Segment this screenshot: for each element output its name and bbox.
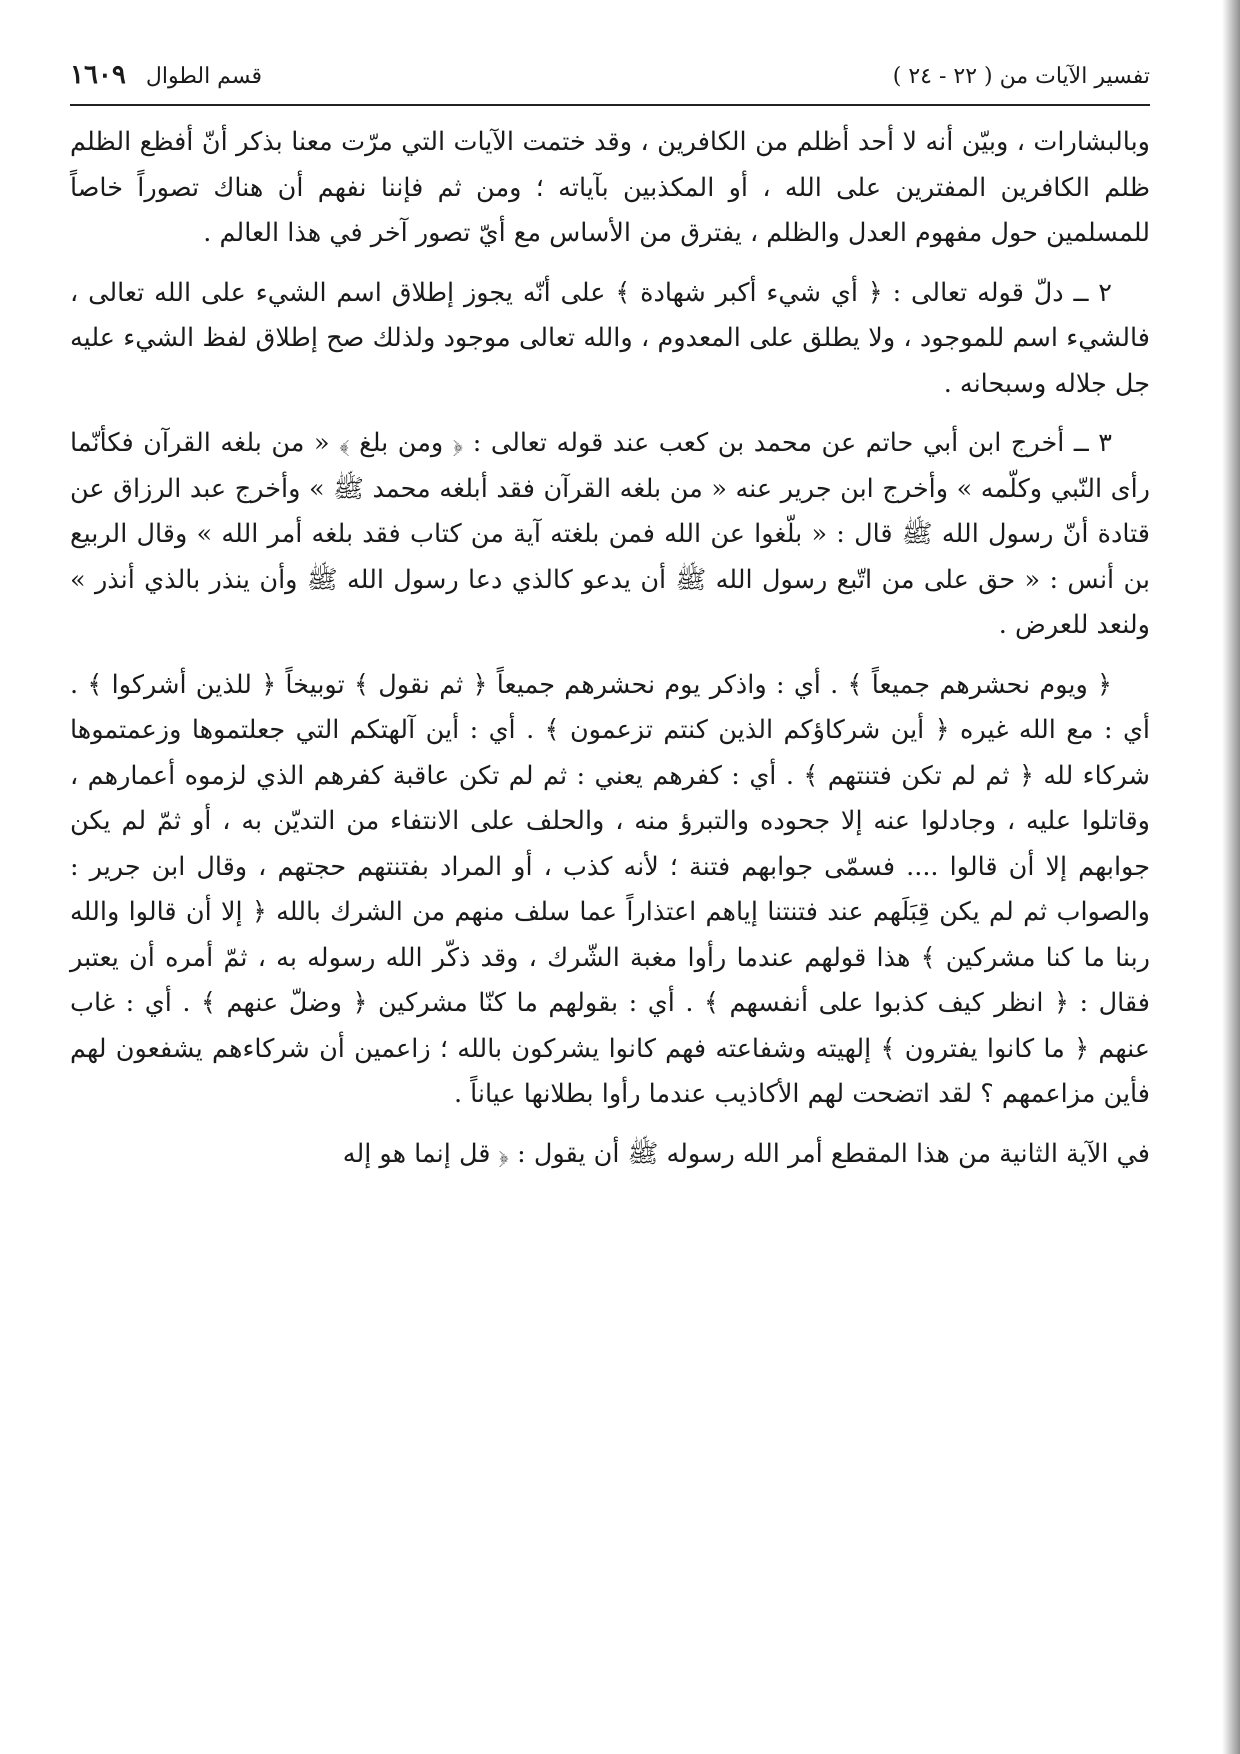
chapter-title: تفسير الآيات من ( ٢٢ - ٢٤ ) <box>892 64 1150 89</box>
paragraph-1: وبالبشارات ، وبيّن أنه لا أحد أظلم من الكافرين ، وقد ختمت الآيات التي مرّت معنا بذكر أنّ أفظع الظلم ظلم الكافرين المفترين على الله ، أو المكذبين بآياته ؛ ومن ثم فإننا نفهم أن هناك تصوراً خاصاً للمسلمين حول مفهوم العدل والظلم ، يفترق من الأساس مع أيّ تصور آخر في هذا العالم . <box>70 127 1150 248</box>
running-header <box>70 60 1150 100</box>
section-title: قسم الطوال <box>145 64 262 89</box>
paragraph-4: ﴿ ويوم نحشرهم جميعاً ﴾ . أي : واذكر يوم نحشرهم جميعاً ﴿ ثم نقول ﴾ توبيخاً ﴿ للذين أشركوا ﴾ . أي : مع الله غيره ﴿ أين شركاؤكم الذين كنتم تزعمون ﴾ . أي : أين آلهتكم التي جعلتموها وزعمتموها شركاء لله ﴿ ثم لم تكن فتنتهم ﴾ . أي : كفرهم يعني : ثم لم تكن عاقبة كفرهم الذي لزموه أعمارهم ، وقاتلوا عليه ، وجادلوا عنه إلا جحوده والتبرؤ منه ، والحلف على الانتفاء من التديّن به ، أو ثمّ لم يكن جوابهم إلا أن قالوا .... فسمّى جوابهم فتنة ؛ لأنه كذب ، أو المراد بفتنتهم حجتهم ، وقال ابن جرير : والصواب ثم لم يكن قِبَلَهم عند فتنتنا إياهم اعتذاراً عما سلف منهم من الشرك بالله ﴿ إلا أن قالوا والله ربنا ما كنا مشركين ﴾ هذا قولهم عندما رأوا مغبة الشّرك ، وقد ذكّر الله رسوله به ، ثمّ أمره أن يعتبر فقال : ﴿ انظر كيف كذبوا على أنفسهم ﴾ . أي : بقولهم ما كنّا مشركين ﴿ وضلّ عنهم ﴾ . أي : غاب عنهم ﴿ ما كانوا يفترون ﴾ إلهيته وشفاعته فهم كانوا يشركون بالله ؛ زاعمين أن شركاءهم يشفعون لهم فأين مزاعمهم ؟ لقد اتضحت لهم الأكاذيب عندما رأوا بطلانها عياناً . <box>70 669 1150 1109</box>
book-page <box>70 60 1150 1177</box>
paragraph-3: ٣ ــ أخرج ابن أبي حاتم عن محمد بن كعب عند قوله تعالى : ﴿ ومن بلغ ﴾ « من بلغه القرآن فكأنّما رأى النّبي وكلّمه » وأخرج ابن جرير عنه « من بلغه القرآن فقد أبلغه محمد ﷺ » وأخرج عبد الرزاق عن قتادة أنّ رسول الله ﷺ قال : « بلّغوا عن الله فمن بلغته آية من كتاب فقد بلغه أمر الله » وقال الربيع بن أنس : « حق على من اتّبع رسول الله ﷺ أن يدعو كالذي دعا رسول الله ﷺ وأن ينذر بالذي أنذر » ولنعد للعرض . <box>70 428 1150 640</box>
header-left-group <box>70 60 262 90</box>
header-rule <box>70 104 1150 106</box>
paragraph-5: في الآية الثانية من هذا المقطع أمر الله رسوله ﷺ أن يقول : ﴿ قل إنما هو إله <box>342 1138 1150 1169</box>
page-number: ١٦٠٩ <box>70 60 126 90</box>
scan-shadow-edge <box>1222 0 1240 1754</box>
paragraph-2: ٢ ــ دلّ قوله تعالى : ﴿ أي شيء أكبر شهادة ﴾ على أنّه يجوز إطلاق اسم الشيء على الله تعالى ، فالشيء اسم للموجود ، ولا يطلق على المعدوم ، والله تعالى موجود ولذلك صح إطلاق لفظ الشيء عليه جل جلاله وسبحانه . <box>70 277 1150 399</box>
